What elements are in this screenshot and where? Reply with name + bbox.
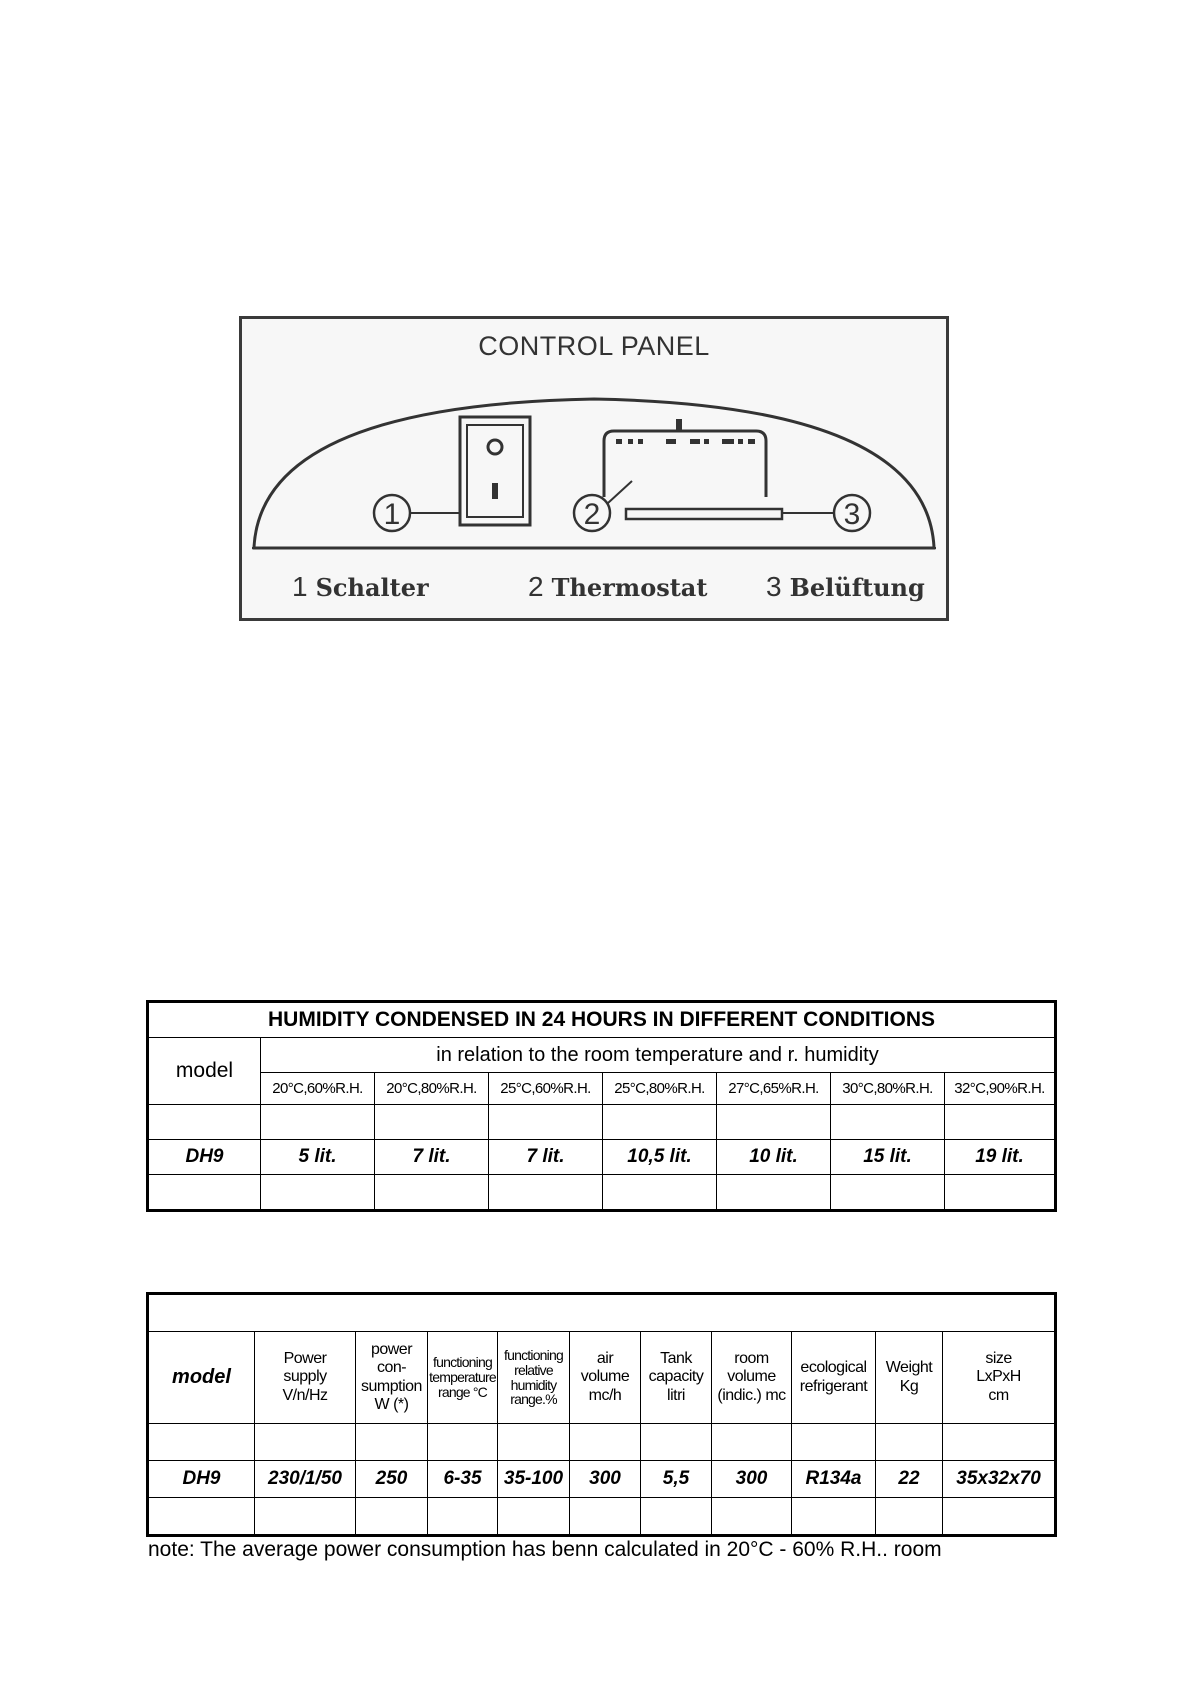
header-humidity-range: functioning relative humidity range.% [498, 1332, 570, 1424]
table-row [148, 1461, 1056, 1498]
callout-label-3: 3 [843, 498, 861, 531]
value-cell: 35-100 [498, 1461, 570, 1498]
specs-title-row [148, 1294, 1056, 1332]
condition-header: 20°C,80%R.H. [375, 1073, 489, 1105]
legend-item-thermostat [528, 571, 707, 603]
thermostat-indicator-notch [676, 419, 682, 431]
blank-row [148, 1105, 1056, 1140]
condition-header: 25°C,60%R.H. [489, 1073, 603, 1105]
switch-frame [460, 417, 530, 525]
humidity-condensed-table [146, 1000, 1057, 1212]
ventilation-slot [626, 509, 782, 519]
blank-row [148, 1175, 1056, 1211]
legend-item-switch [292, 571, 429, 603]
model-cell: DH9 [148, 1140, 261, 1175]
header-size: size LxPxH cm [943, 1332, 1056, 1424]
header-power-consumption: power con- sumption W (*) [356, 1332, 428, 1424]
blank-row [148, 1424, 1056, 1461]
value-cell: 300 [570, 1461, 641, 1498]
header-room-volume: room volume (indic.) mc [712, 1332, 792, 1424]
value-cell: 22 [876, 1461, 943, 1498]
header-tank-capacity: Tank capacity litri [641, 1332, 712, 1424]
humidity-table-subtitle: in relation to the room temperature and r. humidity [261, 1038, 1056, 1073]
legend-number: 1 [292, 571, 308, 602]
blank-row [148, 1498, 1056, 1536]
table-row [148, 1140, 1056, 1175]
value-cell: 19 lit. [945, 1140, 1056, 1175]
legend-label: Thermostat [551, 573, 708, 602]
humidity-table-title: HUMIDITY CONDENSED IN 24 HOURS IN DIFFERENT CONDITIONS [148, 1002, 1056, 1038]
header-temperature-range: functioning temperature range °C [428, 1332, 498, 1424]
switch-off-symbol [488, 440, 502, 454]
condition-header: 30°C,80%R.H. [831, 1073, 945, 1105]
legend-label: Schalter [315, 573, 429, 602]
value-cell: 15 lit. [831, 1140, 945, 1175]
condition-header: 32°C,90%R.H. [945, 1073, 1056, 1105]
legend-number: 2 [528, 571, 544, 602]
header-power-supply: Power supply V/n/Hz [255, 1332, 356, 1424]
control-panel-title: CONTROL PANEL [478, 331, 710, 361]
specs-header-row [148, 1332, 1056, 1424]
value-cell: 230/1/50 [255, 1461, 356, 1498]
model-header: model [148, 1038, 261, 1105]
callout-label-1: 1 [383, 498, 401, 531]
value-cell: R134a [792, 1461, 876, 1498]
specifications-table [146, 1292, 1057, 1537]
callout-label-2: 2 [583, 498, 601, 531]
value-cell: 7 lit. [375, 1140, 489, 1175]
value-cell: 300 [712, 1461, 792, 1498]
control-panel-figure [239, 316, 949, 621]
model-header: model [148, 1332, 255, 1424]
model-cell: DH9 [148, 1461, 255, 1498]
value-cell: 35x32x70 [943, 1461, 1056, 1498]
value-cell: 250 [356, 1461, 428, 1498]
header-refrigerant: ecological refrigerant [792, 1332, 876, 1424]
callout-line-2 [608, 481, 632, 503]
value-cell: 6-35 [428, 1461, 498, 1498]
header-weight: Weight Kg [876, 1332, 943, 1424]
condition-header: 27°C,65%R.H. [717, 1073, 831, 1105]
header-air-volume: air volume mc/h [570, 1332, 641, 1424]
value-cell: 10,5 lit. [603, 1140, 717, 1175]
value-cell: 5 lit. [261, 1140, 375, 1175]
value-cell: 5,5 [641, 1461, 712, 1498]
value-cell: 7 lit. [489, 1140, 603, 1175]
condition-header: 20°C,60%R.H. [261, 1073, 375, 1105]
footnote: note: The average power consumption has benn calculated in 20°C - 60% R.H.. room [148, 1538, 942, 1561]
legend-label: Belüftung [789, 573, 925, 602]
thermostat-scale-ticks [616, 439, 755, 444]
condition-header: 25°C,80%R.H. [603, 1073, 717, 1105]
switch-on-symbol [492, 483, 498, 499]
legend-number: 3 [766, 571, 782, 602]
value-cell: 10 lit. [717, 1140, 831, 1175]
legend-item-ventilation [766, 571, 925, 603]
